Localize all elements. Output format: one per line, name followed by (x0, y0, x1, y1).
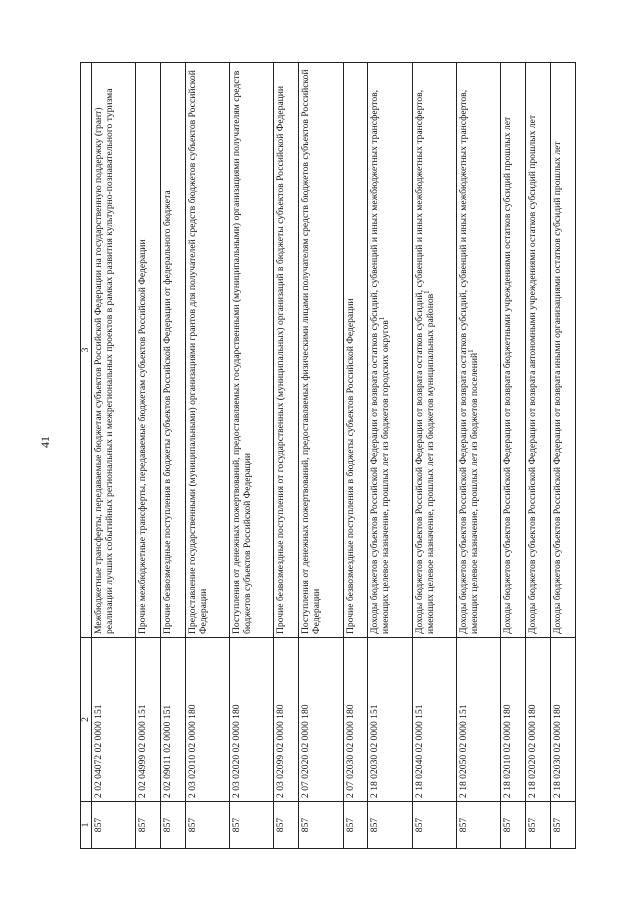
revenue-name-cell (526, 63, 551, 638)
revenue-name-text: Доходы бюджетов субъектов Российской Федерации от возврата остатков субсидий, субвенций и иных межбюджетных трансфертов, имеющих целевое назначение, прошлых лет из бюджетов городских округов (369, 89, 392, 634)
revenue-name-cell (91, 63, 135, 638)
column-header-3: 3 (81, 63, 92, 638)
revenue-name-cell (551, 63, 576, 638)
revenue-name-text: Прочие безвозмездные поступления в бюджеты субъектов Российской Федерации от федерального бюджета (161, 190, 173, 634)
revenue-name-cell (160, 63, 185, 638)
table-row (343, 63, 368, 849)
budget-classification-code-cell: 2 02 04999 02 0000 151 (135, 638, 160, 802)
page-number: 41 (38, 436, 52, 448)
budget-classification-code-cell: 2 18 02040 02 0000 151 (412, 638, 456, 802)
admin-code-cell: 857 (457, 802, 501, 849)
revenue-name-text: Прочие межбюджетные трансферты, передаваемые бюджетам субъектов Российской Федерации (136, 239, 148, 634)
footnote-marker: 1 (379, 316, 387, 321)
revenue-name-cell (457, 63, 501, 638)
admin-code-cell: 857 (368, 802, 412, 849)
revenue-name-text: Доходы бюджетов субъектов Российской Федерации от возврата автономными учреждениями остатков субсидий прошлых лет (527, 114, 539, 634)
admin-code-cell: 857 (551, 802, 576, 849)
budget-classification-code-cell: 2 18 02030 02 0000 180 (551, 638, 576, 802)
revenue-name-cell (299, 63, 343, 638)
revenue-name-text: Доходы бюджетов субъектов Российской Федерации от возврата иными организациями остатков субсидий прошлых лет (552, 141, 564, 634)
revenue-name-cell (343, 63, 368, 638)
revenue-name-cell (185, 63, 229, 638)
table-row (551, 63, 576, 849)
table-row (299, 63, 343, 849)
revenue-name-text: Прочие безвозмездные поступления от государственных (муниципальных) организаций в бюджеты субъектов Российской Федерации (275, 85, 287, 634)
column-header-1: 1 (81, 802, 92, 849)
budget-classification-code-cell: 2 18 02050 02 0000 151 (457, 638, 501, 802)
revenue-name-cell (274, 63, 299, 638)
revenue-codes-table (80, 62, 576, 849)
admin-code-cell: 857 (299, 802, 343, 849)
table-row (160, 63, 185, 849)
budget-classification-code-cell: 2 18 02030 02 0000 151 (368, 638, 412, 802)
budget-classification-code-cell: 2 03 02099 02 0000 180 (274, 638, 299, 802)
admin-code-cell: 857 (160, 802, 185, 849)
table-row (412, 63, 456, 849)
budget-classification-code-cell: 2 07 02030 02 0000 180 (343, 638, 368, 802)
revenue-name-text: Доходы бюджетов субъектов Российской Федерации от возврата бюджетными учреждениями остатков субсидий прошлых лет (502, 116, 514, 634)
budget-classification-code-cell: 2 02 09011 02 0000 151 (160, 638, 185, 802)
table-row (185, 63, 229, 849)
budget-classification-code-cell: 2 03 02010 02 0000 180 (185, 638, 229, 802)
budget-classification-code-cell: 2 02 04072 02 0000 151 (91, 638, 135, 802)
budget-classification-code-cell: 2 07 02020 02 0000 180 (299, 638, 343, 802)
revenue-name-text: Доходы бюджетов субъектов Российской Федерации от возврата остатков субсидий, субвенций и иных межбюджетных трансфертов, имеющих целевое назначение, прошлых лет из бюджетов муниципальных районов (413, 89, 436, 634)
admin-code-cell: 857 (229, 802, 273, 849)
revenue-name-cell (229, 63, 273, 638)
revenue-name-text: Поступления от денежных пожертвований, предоставляемых государственными (муниципальными) организациями получателям средств бюджетов субъектов Российской Федерации (230, 70, 254, 634)
revenue-name-text: Прочие безвозмездные поступления в бюджеты субъектов Российской Федерации (344, 298, 356, 634)
budget-classification-code-cell: 2 18 02010 02 0000 180 (501, 638, 526, 802)
revenue-name-cell (412, 63, 456, 638)
table-row (368, 63, 412, 849)
table-row (274, 63, 299, 849)
table-row (229, 63, 273, 849)
table-header (81, 63, 92, 849)
header-row (81, 63, 92, 849)
admin-code-cell: 857 (135, 802, 160, 849)
revenue-name-cell (135, 63, 160, 638)
budget-classification-code-cell: 2 18 02020 02 0000 180 (526, 638, 551, 802)
column-header-2: 2 (81, 638, 92, 802)
rotated-table-container (80, 63, 576, 849)
table-body (91, 63, 575, 849)
revenue-name-cell (501, 63, 526, 638)
budget-classification-code-cell: 2 03 02020 02 0000 180 (229, 638, 273, 802)
footnote-marker: 1 (423, 290, 431, 294)
admin-code-cell: 857 (501, 802, 526, 849)
admin-code-cell: 857 (412, 802, 456, 849)
admin-code-cell: 857 (185, 802, 229, 849)
admin-code-cell: 857 (91, 802, 135, 849)
revenue-name-text: Поступления от денежных пожертвований, предоставляемых физическими лицами получателям средств бюджетов субъектов Российской Федерации (300, 69, 323, 634)
revenue-name-cell (368, 63, 412, 638)
table-row (135, 63, 160, 849)
revenue-name-text: Межбюджетные трансферты, передаваемые бюджетам субъектов Российской Федерации на государственную поддержку (грант) реализации лучших событийных региональных и межрегиональных проектов в рамках развития культурно-познавательного туризма (92, 88, 115, 634)
revenue-name-text: Доходы бюджетов субъектов Российской Федерации от возврата остатков субсидий, субвенций и иных межбюджетных трансфертов, имеющих целевое назначение, прошлых лет из бюджетов поселений (458, 89, 481, 634)
footnote-marker: 1 (468, 349, 476, 353)
table-row (526, 63, 551, 849)
table-row (91, 63, 135, 849)
table-row (457, 63, 501, 849)
revenue-name-text: Предоставление государственными (муниципальными) организациями грантов для получателей средств бюджетов субъектов Российской Федерации (186, 70, 209, 634)
table-row (501, 63, 526, 849)
admin-code-cell: 857 (343, 802, 368, 849)
admin-code-cell: 857 (526, 802, 551, 849)
admin-code-cell: 857 (274, 802, 299, 849)
